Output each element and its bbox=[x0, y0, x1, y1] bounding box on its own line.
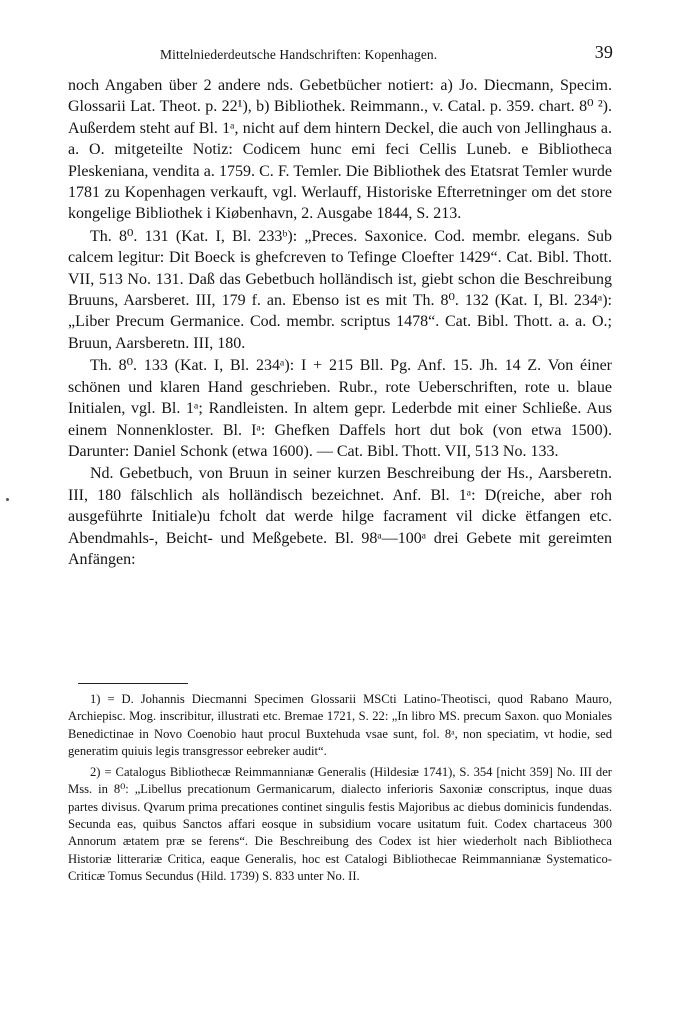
paragraph-continuation: noch Angaben über 2 andere nds. Gebetbücher notiert: a) Jo. Diecmann, Specim. Glossarii Lat. Theot. p. 22¹), b) Bibliothek. Reimmann., v. Catal. p. 359. chart. 8⁰ ²). Außerdem steht auf Bl. 1ᵃ, nicht auf dem hintern Deckel, die auch von Jellinghaus a. a. O. mitgeteilte Notiz: Codicem hunc emi feci Cellis Luneb. e Bibliotheca Pleskeniana, vendita a. 1759. C. F. Temler. Die Bibliothek des Etatsrat Temler wurde 1781 zu Kopenhagen verkauft, vgl. Werlauff, Historiske Efterretninger om det store kongelige Bibliothek i Kiøbenhavn, 2. Ausgabe 1844, S. 213. bbox=[68, 77, 612, 223]
footnote-2: 2) = Catalogus Bibliothecæ Reimmannianæ Generalis (Hildesiæ 1741), S. 354 [nicht 359] No. III der Mss. in 8⁰: „Libellus precationum Germanicarum, dialecto inferioris Saxoniæ conscriptus, inque duas partes divisus. Qvarum prima precationes continet singulis festis Majoribus ac diebus dominicis fundendas. Secunda eas, quibus Sanctos affari eosque in subsidium vocare usitatum fuit. Codex chartaceus 300 Annorum ætatem præ se ferens“. Die Beschreibung des Codex ist hier wiederholt nach Bibliotheca Historiæ litterariæ Critica, eaque Generalis, hoc est Catalogi Bibliothecae Reimmannianæ Systematico-Criticæ Tomus Secundus (Hild. 1739) S. 833 unter No. II. bbox=[68, 765, 612, 883]
margin-mark bbox=[6, 498, 9, 501]
footnote-divider bbox=[78, 683, 188, 684]
main-text bbox=[68, 75, 612, 570]
page-number: 39 bbox=[594, 42, 613, 62]
paragraph-gebetbuch: Nd. Gebetbuch, von Bruun in seiner kurzen Beschreibung der Hs., Aarsberetn. III, 180 fälschlich als holländisch bezeichnet. Anf. Bl. 1ᵃ: D(reiche, aber roh ausgeführte Initiale)u fcholt dat werde hilge facrament vil dicke ëtfangen etc. Abendmahls-, Beicht- und Meßgebete. Bl. 98ᵃ—100ᵃ drei Gebete mit gereimten Anfängen: bbox=[68, 465, 612, 568]
paragraph-th-133: Th. 8⁰. 133 (Kat. I, Bl. 234ᵃ): I + 215 Bll. Pg. Anf. 15. Jh. 14 Z. Von éiner schönen und klaren Hand geschrieben. Rubr., rote Ueberschriften, rote u. blaue Initialen, vgl. Bl. 1ᵃ; Randleisten. In altem gepr. Lederbde mit einer Schließe. Aus einem Nonnenkloster. Bl. Iᵃ: Ghefken Daffels hort dut bok (von etwa 1500). Darunter: Daniel Schonk (etwa 1600). — Cat. Bibl. Thott. VII, 513 No. 133. bbox=[68, 357, 612, 460]
footnotes bbox=[68, 691, 612, 885]
running-header bbox=[68, 42, 613, 66]
running-title: Mittelniederdeutsche Handschriften: Kopenhagen. bbox=[160, 47, 438, 62]
footnote-1: 1) = D. Johannis Diecmanni Specimen Glossarii MSCti Latino-Theotisci, quod Rabano Mauro, Archiepisc. Mog. inscribitur, illustrati etc. Bremae 1721, S. 22: „In libro MS. precum Saxon. quo Moniales Benedictinae in Novo Coenobio haut procul Buxtehuda vsae sunt, fol. 8ᵃ, non speciatim, vt hodie, sed generatim quiuis legis transgressor eebreker audit“. bbox=[68, 692, 612, 758]
paragraph-th-131: Th. 8⁰. 131 (Kat. I, Bl. 233ᵇ): „Preces. Saxonice. Cod. membr. elegans. Sub calcem legitur: Dit Boeck is ghefcreven to Tefinge Cloefter 1429“. Cat. Bibl. Thott. VII, 513 No. 131. Daß das Gebetbuch holländisch ist, giebt schon die Beschreibung Bruuns, Aarsberet. III, 179 f. an. Ebenso ist es mit Th. 8⁰. 132 (Kat. I, Bl. 234ᵃ): „Liber Precum Germanice. Cod. membr. scriptus 1478“. Cat. Bibl. Thott. a. a. O.; Bruun, Aarsberetn. III, 180. bbox=[68, 227, 612, 352]
